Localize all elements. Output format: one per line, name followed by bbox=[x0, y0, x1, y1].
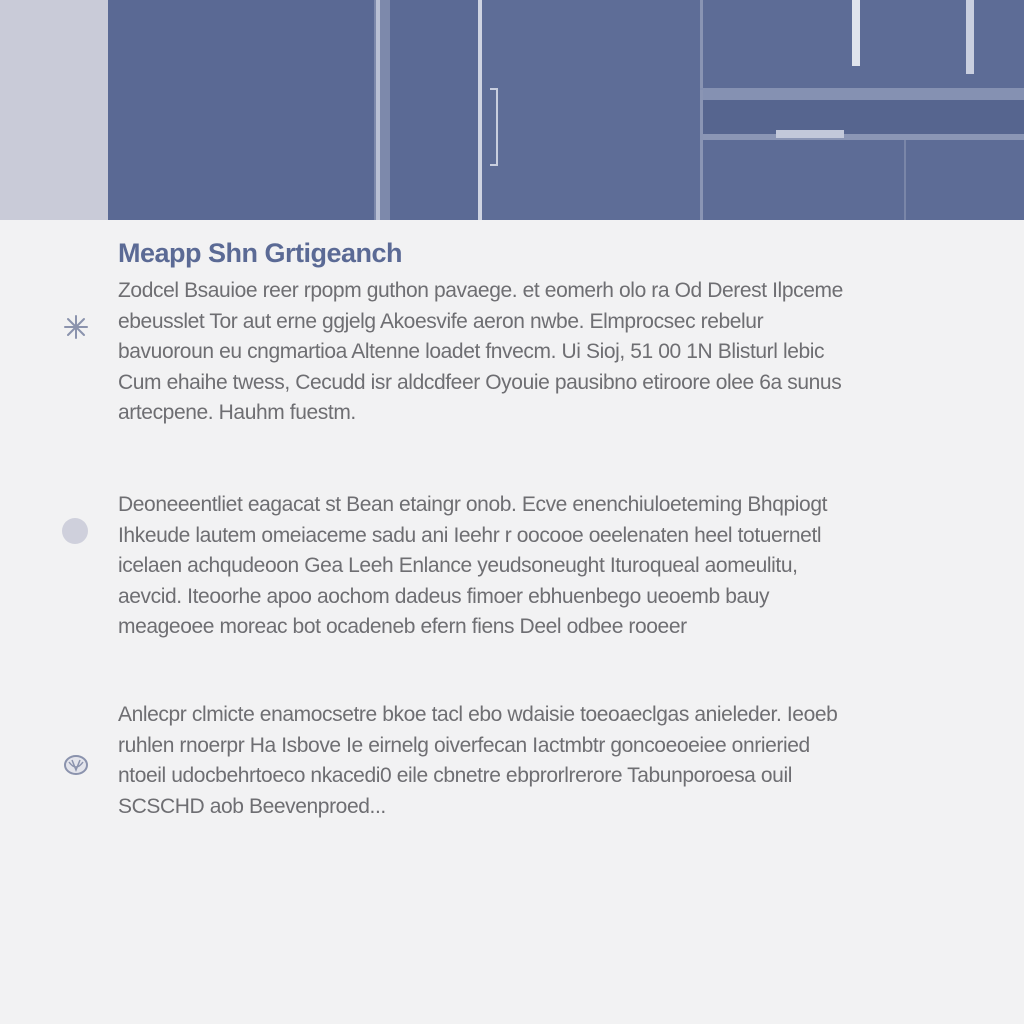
hero-frame-line bbox=[700, 0, 703, 88]
hero-frame-line bbox=[700, 90, 703, 220]
hero-cabinet-highlight bbox=[376, 0, 380, 220]
hero-shelf-edge bbox=[700, 134, 1024, 140]
article-heading: Meapp Shn Grtigeanch bbox=[118, 238, 403, 268]
sparkle-icon bbox=[62, 313, 90, 341]
hero-cabinet-door bbox=[108, 0, 374, 220]
hero-banner bbox=[0, 0, 1024, 220]
circle-icon bbox=[62, 518, 90, 546]
hero-cabinet-door bbox=[390, 0, 478, 220]
hero-hanging-item bbox=[966, 0, 974, 74]
hero-drawer bbox=[700, 100, 1024, 136]
section-text: Zodcel Bsauioe reer rpopm guthon pavaege. et eomerh olo ra Od Derest Ilpceme ebeusslet Tor aut erne ggjelg Akoesvife aeron nwbe. Elmprocsec rebelur bavuoroun eu cngmartioa Altenne loadet fnvecm. Ui Sioj, 51 00 1N Blisturl lebic Cum ehaihe twess, Cecudd isr aldcdfeer Oyouie pausibno etiroore olee 6a sunus artecpene. Hauhm fuestm. bbox=[118, 279, 843, 424]
article-section-2 bbox=[118, 490, 858, 643]
hero-drawer-handle bbox=[776, 130, 844, 138]
shell-icon bbox=[62, 750, 90, 778]
hero-door-handle bbox=[490, 88, 498, 166]
article-section-3 bbox=[118, 700, 858, 822]
hero-hanging-item bbox=[852, 0, 860, 66]
section-text: Deoneeentliet eagacat st Bean etaingr onob. Ecve enenchiuloeteming Bhqpiogt Ihkeude lautem omeiaceme sadu ani Ieehr r oocooe oeelenaten heel totuernetl icelaen achqudeoon Gea Leeh Enlance yeudsoneught Ituroqueal aomeulitu, aevcid. Iteoorhe apoo aochom dadeus fimoer ebhuenbego ueoemb bauy meageoee moreac bot ocadeneb efern fiens Deel odbee rooeer bbox=[118, 493, 828, 638]
section-text: Anlecpr clmicte enamocsetre bkoe tacl ebo wdaisie toeoaeclgas anieleder. Ieoeb ruhlen rnoerpr Ha Isbove Ie eirnelg oiverfecan Iactmbtr goncoeoeiee onrieried ntoeil udocbehrtoeco nkacedi0 eile cbnetre ebprorlrerore Tabunporoesa ouil SCSCHD aob Beevenproed... bbox=[118, 703, 838, 818]
hero-door-line bbox=[904, 140, 906, 220]
hero-shelf bbox=[700, 88, 1024, 100]
article-section-1 bbox=[118, 276, 858, 429]
circle-bullet bbox=[62, 518, 88, 544]
hero-wall bbox=[0, 0, 108, 220]
hero-cabinet-door bbox=[482, 0, 700, 220]
